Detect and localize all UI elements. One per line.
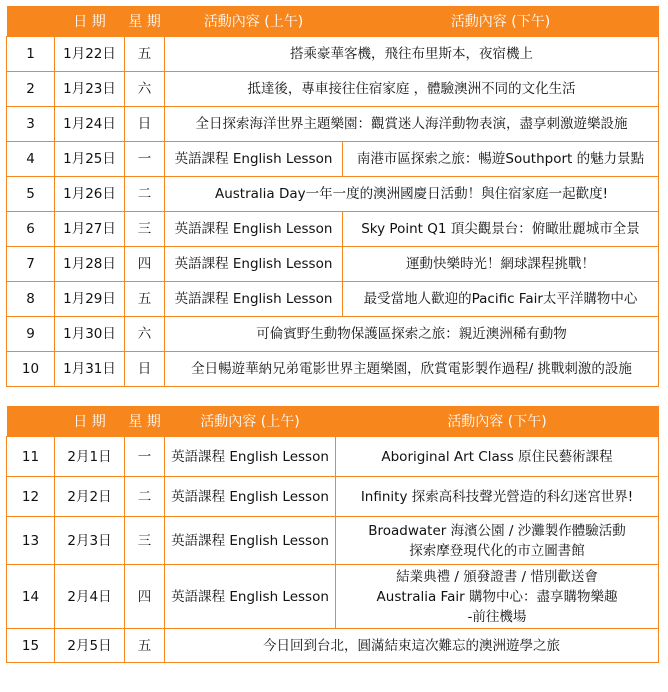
table-row xyxy=(7,177,659,212)
table-row xyxy=(7,107,659,142)
row-activity-pm xyxy=(336,565,659,629)
row-no: 8 xyxy=(7,282,55,317)
row-weekday: 三 xyxy=(125,212,165,247)
row-activity-am: 英語課程 English Lesson xyxy=(165,247,343,282)
header-weekday: 星 期 xyxy=(125,406,165,437)
row-no: 2 xyxy=(7,72,55,107)
row-weekday: 五 xyxy=(125,282,165,317)
row-date: 2月4日 xyxy=(55,565,125,629)
row-date: 1月27日 xyxy=(55,212,125,247)
table-row xyxy=(7,629,659,663)
header-weekday: 星 期 xyxy=(125,6,165,37)
row-activity-am: 英語課程 English Lesson xyxy=(165,282,343,317)
row-no: 1 xyxy=(7,37,55,72)
header-date: 日 期 xyxy=(55,6,125,37)
row-weekday: 日 xyxy=(125,107,165,142)
row-activity-full: 全日暢遊華納兄弟電影世界主題樂園，欣賞電影製作過程/ 挑戰刺激的設施 xyxy=(165,352,659,387)
row-activity-full: 可倫賓野生動物保護區探索之旅：親近澳洲稀有動物 xyxy=(165,317,659,352)
row-no: 4 xyxy=(7,142,55,177)
table-row xyxy=(7,212,659,247)
schedule-table-january xyxy=(6,6,659,387)
row-date: 1月25日 xyxy=(55,142,125,177)
row-no: 12 xyxy=(7,477,55,517)
row-no: 14 xyxy=(7,565,55,629)
header-pm: 活動內容 (下午) xyxy=(336,406,659,437)
row-weekday: 一 xyxy=(125,437,165,477)
row-date: 1月24日 xyxy=(55,107,125,142)
row-activity-full: 全日探索海洋世界主題樂園：觀賞迷人海洋動物表演，盡享刺激遊樂設施 xyxy=(165,107,659,142)
row-date: 1月30日 xyxy=(55,317,125,352)
row-no: 3 xyxy=(7,107,55,142)
table-row xyxy=(7,477,659,517)
header-am: 活動內容 (上午) xyxy=(165,406,336,437)
row-no: 15 xyxy=(7,629,55,663)
row-date: 2月5日 xyxy=(55,629,125,663)
row-date: 1月31日 xyxy=(55,352,125,387)
table-row xyxy=(7,517,659,565)
row-weekday: 五 xyxy=(125,37,165,72)
row-activity-am: 英語課程 English Lesson xyxy=(165,437,336,477)
row-weekday: 四 xyxy=(125,565,165,629)
row-no: 13 xyxy=(7,517,55,565)
activity-line: 探索摩登現代化的市立圖書館 xyxy=(409,542,585,559)
row-date: 1月22日 xyxy=(55,37,125,72)
row-no: 7 xyxy=(7,247,55,282)
row-weekday: 五 xyxy=(125,629,165,663)
row-activity-pm xyxy=(336,517,659,565)
table-row xyxy=(7,352,659,387)
row-activity-full: 抵達後，專車接往住宿家庭 ，體驗澳洲不同的文化生活 xyxy=(165,72,659,107)
table-row xyxy=(7,317,659,352)
row-activity-pm: Infinity 探索高科技聲光營造的科幻迷宮世界! xyxy=(336,477,659,517)
row-activity-pm: Aboriginal Art Class 原住民藝術課程 xyxy=(336,437,659,477)
row-weekday: 三 xyxy=(125,517,165,565)
schedule-table-february xyxy=(6,406,659,663)
row-no: 9 xyxy=(7,317,55,352)
header-no xyxy=(7,406,55,437)
table-row xyxy=(7,437,659,477)
row-activity-am: 英語課程 English Lesson xyxy=(165,142,343,177)
row-activity-am: 英語課程 English Lesson xyxy=(165,517,336,565)
row-no: 5 xyxy=(7,177,55,212)
row-date: 2月2日 xyxy=(55,477,125,517)
row-activity-pm: Sky Point Q1 頂尖觀景台：俯瞰壯麗城市全景 xyxy=(343,212,659,247)
table-row xyxy=(7,247,659,282)
row-activity-full: 今日回到台北，圓滿結束這次難忘的澳洲遊學之旅 xyxy=(165,629,659,663)
row-no: 10 xyxy=(7,352,55,387)
activity-line: 結業典禮 / 頒發證書 / 惜別歡送會 xyxy=(396,568,598,585)
row-weekday: 日 xyxy=(125,352,165,387)
row-date: 1月23日 xyxy=(55,72,125,107)
activity-line: Australia Fair 購物中心：盡享購物樂趣 xyxy=(376,588,618,605)
row-activity-am: 英語課程 English Lesson xyxy=(165,212,343,247)
activity-line: Broadwater 海濱公園 / 沙灘製作體驗活動 xyxy=(368,522,626,539)
row-weekday: 四 xyxy=(125,247,165,282)
row-weekday: 二 xyxy=(125,477,165,517)
row-no: 11 xyxy=(7,437,55,477)
header-date: 日 期 xyxy=(55,406,125,437)
row-date: 1月28日 xyxy=(55,247,125,282)
header-no xyxy=(7,6,55,37)
row-weekday: 六 xyxy=(125,317,165,352)
header-am: 活動內容 (上午) xyxy=(165,6,343,37)
table-row xyxy=(7,142,659,177)
row-date: 2月3日 xyxy=(55,517,125,565)
row-date: 1月29日 xyxy=(55,282,125,317)
row-activity-am: 英語課程 English Lesson xyxy=(165,477,336,517)
row-activity-am: 英語課程 English Lesson xyxy=(165,565,336,629)
row-weekday: 一 xyxy=(125,142,165,177)
row-weekday: 二 xyxy=(125,177,165,212)
table-row xyxy=(7,565,659,629)
row-activity-pm: 運動快樂時光！網球課程挑戰！ xyxy=(343,247,659,282)
row-activity-full: Australia Day一年一度的澳洲國慶日活動！與住宿家庭一起歡度! xyxy=(165,177,659,212)
table-row xyxy=(7,282,659,317)
table-header-row xyxy=(7,6,659,37)
row-activity-pm: 最受當地人歡迎的Pacific Fair太平洋購物中心 xyxy=(343,282,659,317)
activity-line: -前往機場 xyxy=(467,608,527,625)
row-no: 6 xyxy=(7,212,55,247)
row-activity-pm: 南港市區探索之旅：暢遊Southport 的魅力景點 xyxy=(343,142,659,177)
header-pm: 活動內容 (下午) xyxy=(343,6,659,37)
table-row xyxy=(7,37,659,72)
row-activity-full: 搭乘豪華客機，飛往布里斯本，夜宿機上 xyxy=(165,37,659,72)
row-date: 2月1日 xyxy=(55,437,125,477)
table-row xyxy=(7,72,659,107)
row-weekday: 六 xyxy=(125,72,165,107)
row-date: 1月26日 xyxy=(55,177,125,212)
table-header-row xyxy=(7,406,659,437)
